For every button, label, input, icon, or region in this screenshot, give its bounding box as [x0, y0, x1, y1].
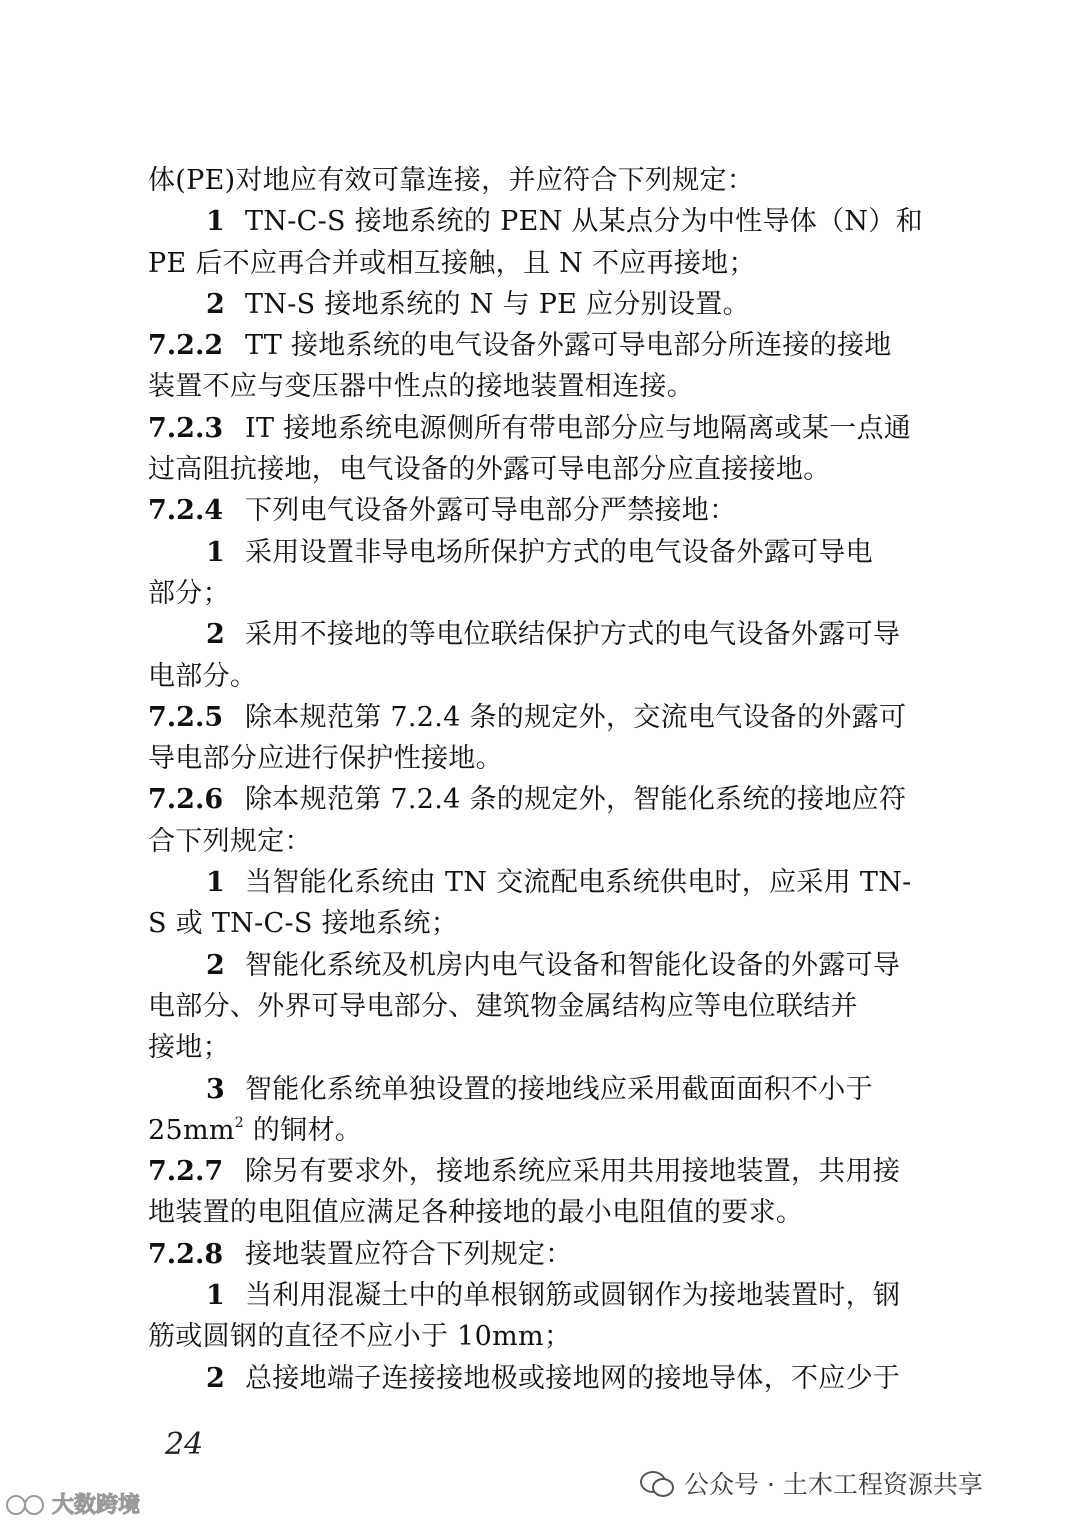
clause-number: 7.2.7: [148, 1156, 224, 1188]
line-text: 地装置的电阻值应满足各种接地的最小电阻值的要求。: [148, 1197, 804, 1229]
line-text: 除本规范第 7.2.4 条的规定外，智能化系统的接地应符: [245, 784, 907, 816]
line-text: 部分；: [148, 577, 230, 609]
text-line: [148, 945, 932, 986]
line-text: 总接地端子连接接地极或接地网的接地导体，不应少于: [245, 1362, 901, 1394]
line-text: 除本规范第 7.2.4 条的规定外，交流电气设备的外露可: [245, 701, 907, 733]
corner-watermark: [4, 1488, 140, 1519]
line-text: 采用不接地的等电位联结保护方式的电气设备外露可导: [245, 619, 901, 651]
text-line: [148, 1192, 932, 1233]
document-body: [148, 160, 932, 1399]
text-line: [148, 408, 932, 449]
text-line: [148, 532, 932, 573]
item-number: 1: [206, 867, 226, 899]
text-line: [148, 284, 932, 325]
line-text: 合下列规定：: [148, 825, 312, 857]
item-number: 1: [206, 536, 226, 568]
item-number: 2: [206, 288, 226, 320]
clause-number: 7.2.6: [148, 784, 224, 816]
wechat-watermark-text: 公众号 · 土木工程资源共享: [684, 1470, 983, 1499]
line-text: 当利用混凝土中的单根钢筋或圆钢作为接地装置时，钢: [245, 1280, 901, 1312]
text-line: [148, 614, 932, 655]
text-line: [148, 160, 932, 201]
text-line: [148, 490, 932, 531]
text-line: [148, 325, 932, 366]
line-text: TN-C-S 接地系统的 PEN 从某点分为中性导体（N）和: [245, 206, 923, 238]
logo-icon: [4, 1491, 48, 1517]
text-line: [148, 1275, 932, 1316]
line-text: 装置不应与变压器中性点的接地装置相连接。: [148, 371, 694, 403]
line-text: 采用设置非导电场所保护方式的电气设备外露可导电: [245, 536, 873, 568]
superscript: 2: [234, 1114, 244, 1131]
corner-watermark-text: 大数跨境: [52, 1493, 141, 1518]
line-text: 接地；: [148, 1032, 230, 1064]
text-line: [148, 366, 932, 407]
page-number: 24: [165, 1427, 204, 1462]
item-number: 1: [206, 1280, 226, 1312]
wechat-watermark: [640, 1465, 983, 1501]
text-line: [148, 243, 932, 284]
text-line: [148, 697, 932, 738]
line-text: 过高阻抗接地，电气设备的外露可导电部分应直接接地。: [148, 454, 831, 486]
line-text: PE 后不应再合并或相互接触，且 N 不应再接地；: [148, 247, 756, 279]
line-text: TN-S 接地系统的 N 与 PE 应分别设置。: [245, 288, 750, 320]
text-line: [148, 821, 932, 862]
item-number: 3: [206, 1073, 226, 1105]
line-text: 下列电气设备外露可导电部分严禁接地：: [245, 495, 737, 527]
text-line: [148, 779, 932, 820]
clause-number: 7.2.8: [148, 1238, 224, 1270]
text-line: [148, 656, 932, 697]
line-text: 电部分、外界可导电部分、建筑物金属结构应等电位联结并: [148, 990, 858, 1022]
item-number: 1: [206, 206, 226, 238]
line-text: 当智能化系统由 TN 交流配电系统供电时，应采用 TN-: [245, 867, 912, 899]
text-line: [148, 862, 932, 903]
line-text-after: 的铜材。: [243, 1114, 363, 1146]
text-line: [148, 1110, 932, 1151]
line-text: S 或 TN-C-S 接地系统；: [148, 908, 459, 940]
line-text: 除另有要求外，接地系统应采用共用接地装置，共用接: [245, 1156, 901, 1188]
line-text: TT 接地系统的电气设备外露可导电部分所连接的接地: [245, 330, 892, 362]
line-text: 智能化系统及机房内电气设备和智能化设备的外露可导: [245, 949, 901, 981]
text-line: [148, 903, 932, 944]
item-number: 2: [206, 619, 226, 651]
text-line: [148, 201, 932, 242]
clause-number: 7.2.4: [148, 495, 224, 527]
line-text: 接地装置应符合下列规定：: [245, 1238, 573, 1270]
line-text: 导电部分应进行保护性接地。: [148, 743, 503, 775]
text-line: [148, 573, 932, 614]
line-text: 筋或圆钢的直径不应小于 10mm；: [148, 1321, 572, 1353]
wechat-icon: [640, 1469, 674, 1497]
line-text: 25mm: [148, 1114, 235, 1146]
item-number: 2: [206, 1362, 226, 1394]
line-text: 智能化系统单独设置的接地线应采用截面面积不小于: [245, 1073, 873, 1105]
clause-number: 7.2.5: [148, 701, 224, 733]
text-line: [148, 1358, 932, 1399]
item-number: 2: [206, 949, 226, 981]
text-line: [148, 1316, 932, 1357]
text-line: [148, 738, 932, 779]
line-text: 体(PE)对地应有效可靠连接，并应符合下列规定：: [148, 165, 755, 196]
text-line: [148, 1069, 932, 1110]
line-text: IT 接地系统电源侧所有带电部分应与地隔离或某一点通: [245, 412, 912, 444]
clause-number: 7.2.2: [148, 330, 224, 362]
text-line: [148, 986, 932, 1027]
text-line: [148, 1151, 932, 1192]
text-line: [148, 1027, 932, 1068]
clause-number: 7.2.3: [148, 412, 224, 444]
line-text: 电部分。: [148, 660, 258, 692]
text-line: [148, 1234, 932, 1275]
text-line: [148, 449, 932, 490]
